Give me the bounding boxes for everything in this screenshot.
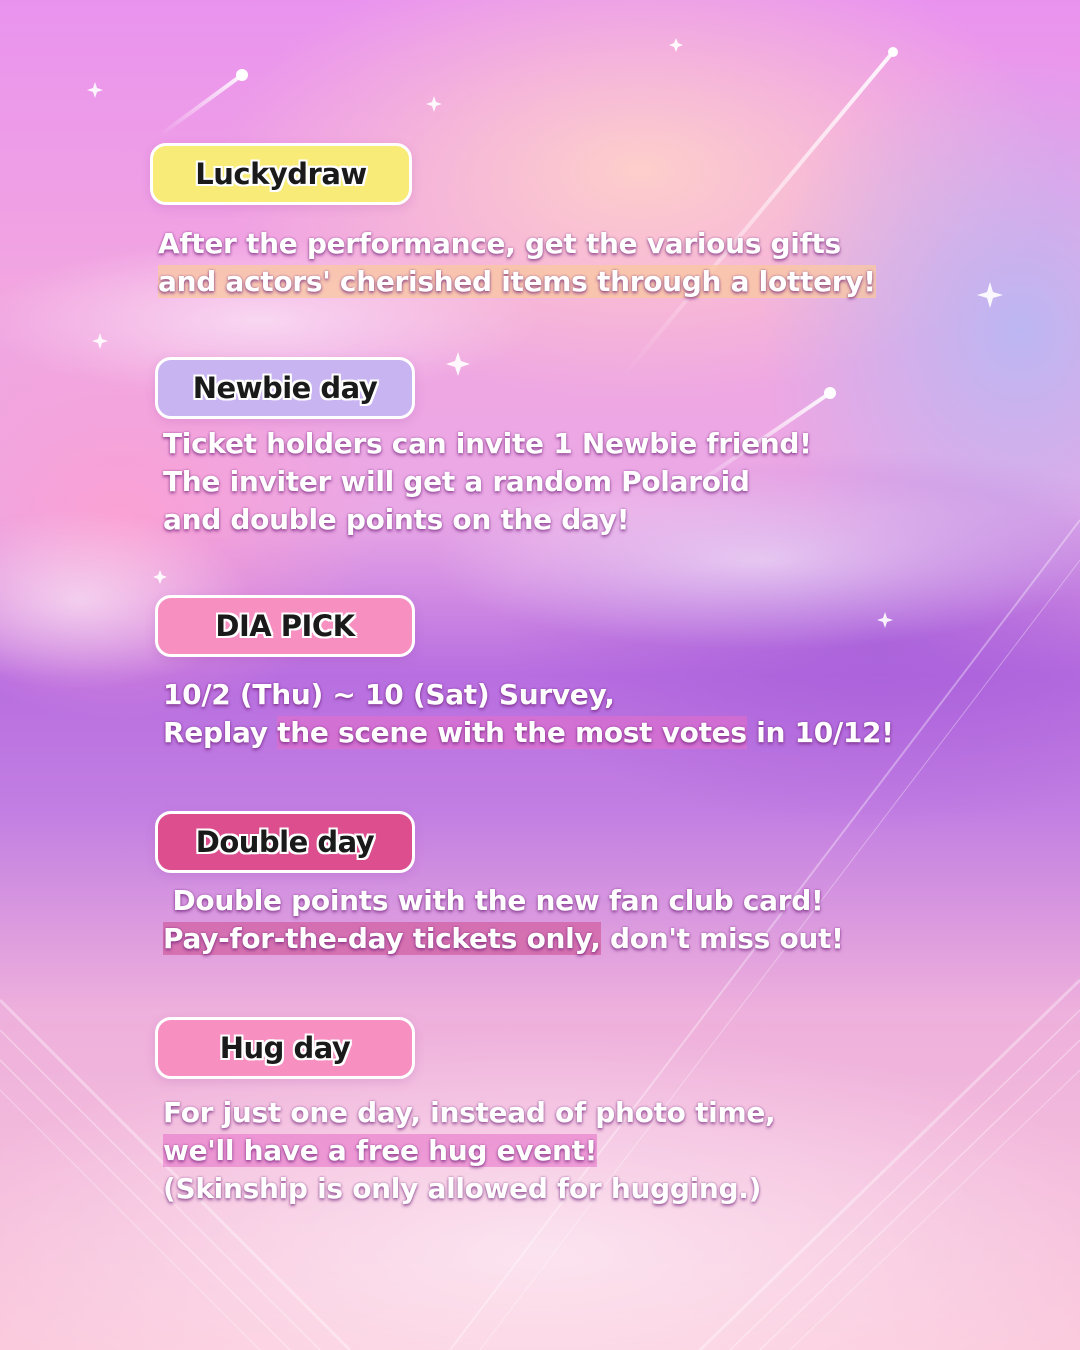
double-day-line-2-end: don't miss out! (600, 922, 844, 955)
hug-day-badge (155, 1017, 415, 1079)
dia-pick-line-2-start: Replay (163, 716, 278, 749)
luckydraw-title: Luckydraw (195, 157, 367, 191)
hug-day-line-3: (Skinship is only allowed for hugging.) (163, 1172, 762, 1205)
newbie-day-line-1: Ticket holders can invite 1 Newbie friend! (163, 427, 812, 460)
double-day-line-2-highlight: Pay-for-the-day tickets only, (163, 922, 601, 955)
dia-pick-line-2 (163, 714, 894, 752)
hug-day-title: Hug day (219, 1031, 351, 1065)
dia-pick-line-1: 10/2 (Thu) ~ 10 (Sat) Survey, (163, 678, 615, 711)
dia-pick-line-2-highlight: the scene with the most votes (277, 716, 747, 749)
double-day-line-1-text: Double points with the new fan club card! (172, 884, 824, 917)
double-day-line-2 (163, 920, 844, 958)
hug-day-line-1: For just one day, instead of photo time, (163, 1096, 776, 1129)
newbie-day-line-3: and double points on the day! (163, 503, 630, 536)
dia-pick-title: DIA PICK (215, 609, 355, 643)
newbie-day-title: Newbie day (192, 371, 378, 405)
newbie-day-line-2: The inviter will get a random Polaroid (163, 465, 750, 498)
luckydraw-badge (150, 143, 412, 205)
luckydraw-line-2 (158, 263, 876, 301)
dia-pick-line-2-end: in 10/12! (746, 716, 894, 749)
newbie-day-badge (155, 357, 415, 419)
luckydraw-line-1: After the performance, get the various gifts (158, 227, 841, 260)
double-day-line-1 (163, 882, 844, 920)
double-day-badge (155, 811, 415, 873)
hug-day-line-2-highlight: we'll have a free hug event! (163, 1134, 598, 1167)
double-day-title: Double day (195, 825, 375, 859)
hug-day-line-2 (163, 1132, 775, 1170)
luckydraw-line-2-highlight: and actors' cherished items through a lottery! (158, 265, 876, 298)
dia-pick-badge (155, 595, 415, 657)
